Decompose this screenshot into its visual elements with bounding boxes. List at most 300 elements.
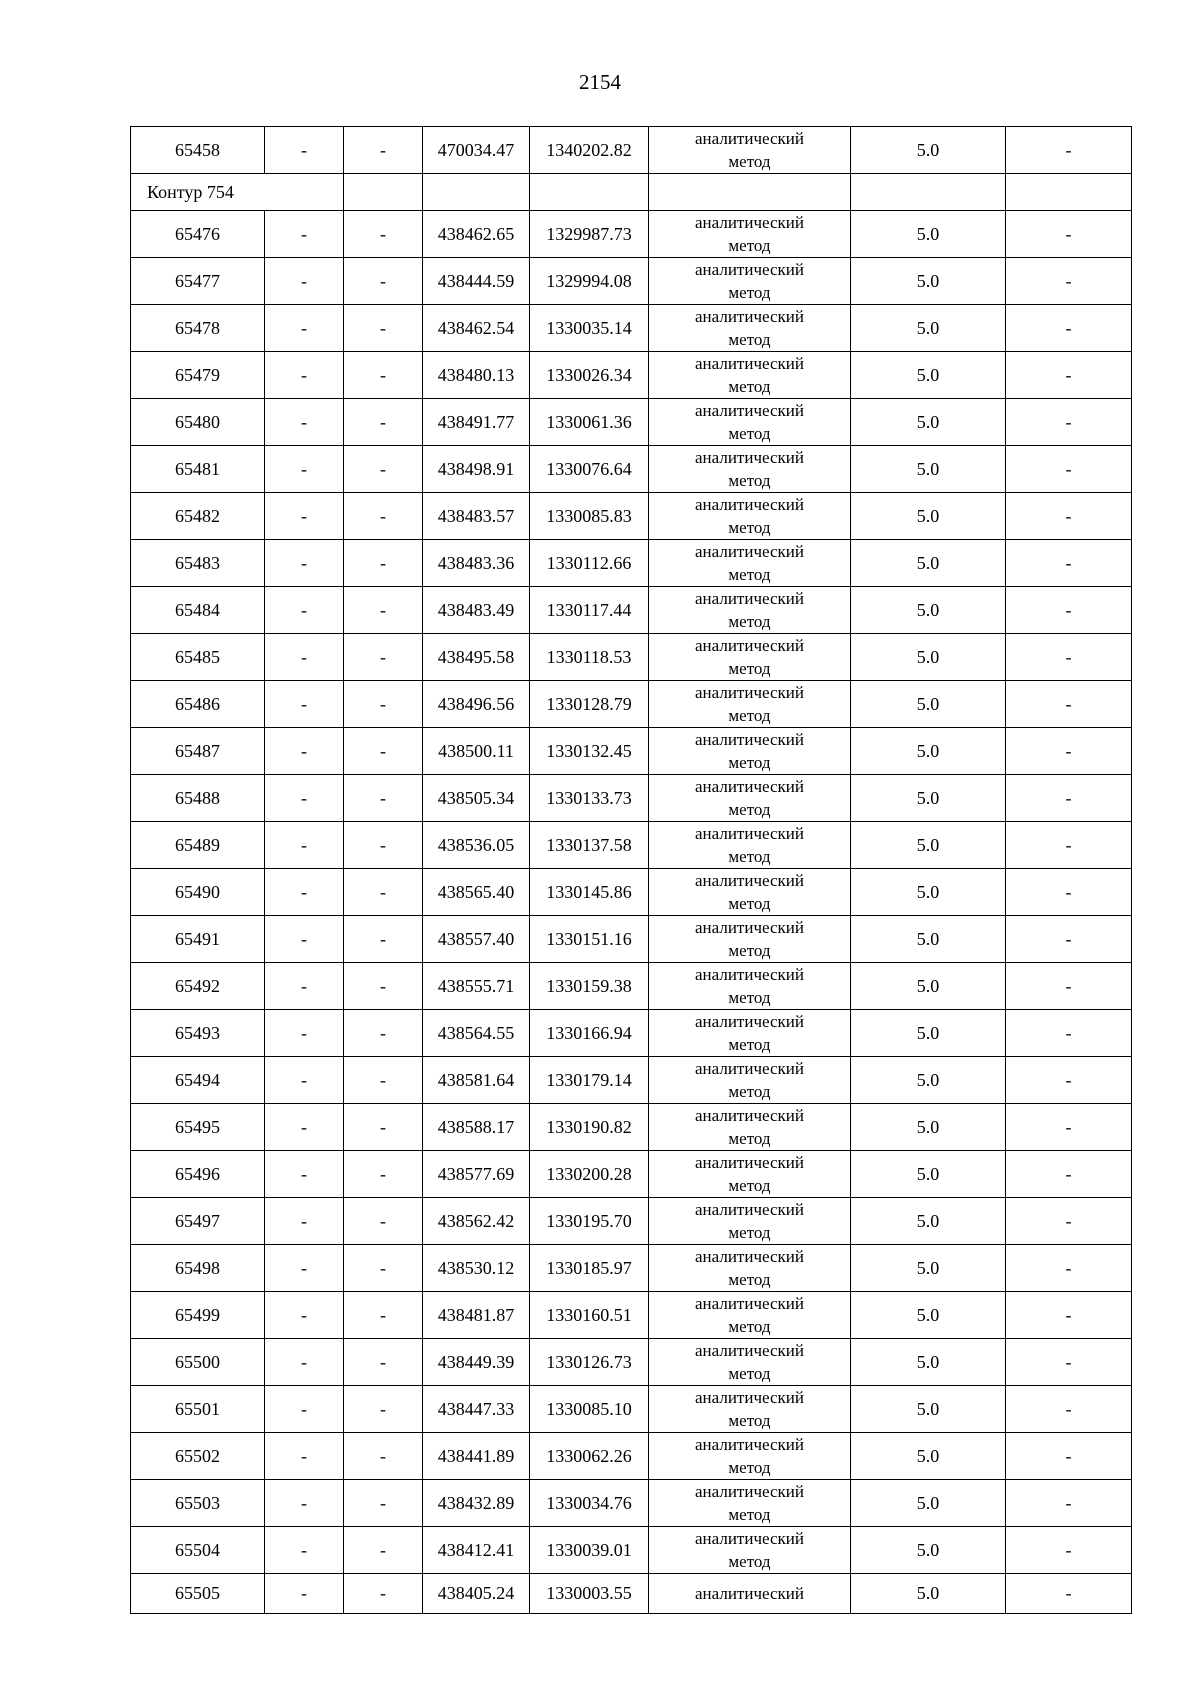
y-coordinate-cell: 1330076.64 [530, 446, 649, 493]
dash-cell: - [265, 869, 344, 916]
method-line: аналитический [695, 1529, 804, 1548]
x-coordinate-cell: 438412.41 [423, 1527, 530, 1574]
accuracy-cell: 5.0 [851, 1480, 1006, 1527]
dash-cell: - [344, 822, 423, 869]
x-coordinate-cell: 438462.54 [423, 305, 530, 352]
y-coordinate-cell: 1330151.16 [530, 916, 649, 963]
dash-cell: - [344, 493, 423, 540]
point-id-cell: 65499 [131, 1292, 265, 1339]
accuracy-cell: 5.0 [851, 634, 1006, 681]
x-coordinate-cell: 438491.77 [423, 399, 530, 446]
point-id-cell: 65482 [131, 493, 265, 540]
accuracy-cell: 5.0 [851, 587, 1006, 634]
dash-cell: - [265, 587, 344, 634]
method-cell [649, 587, 851, 634]
x-coordinate-cell: 438530.12 [423, 1245, 530, 1292]
dash-cell: - [344, 1010, 423, 1057]
y-coordinate-cell: 1330145.86 [530, 869, 649, 916]
method-cell [649, 916, 851, 963]
x-coordinate-cell: 438557.40 [423, 916, 530, 963]
point-id-cell: 65480 [131, 399, 265, 446]
dash-cell: - [1006, 305, 1132, 352]
method-line: метод [728, 1035, 771, 1054]
x-coordinate-cell: 438505.34 [423, 775, 530, 822]
method-line: аналитический [695, 495, 804, 514]
accuracy-cell: 5.0 [851, 869, 1006, 916]
method-line: аналитический [695, 307, 804, 326]
accuracy-cell: 5.0 [851, 258, 1006, 305]
dash-cell: - [1006, 728, 1132, 775]
table-row [131, 258, 1132, 305]
dash-cell: - [1006, 1339, 1132, 1386]
method-line: метод [728, 518, 771, 537]
y-coordinate-cell: 1330035.14 [530, 305, 649, 352]
table-row [131, 1057, 1132, 1104]
point-id-cell: 65495 [131, 1104, 265, 1151]
table-row [131, 1527, 1132, 1574]
y-coordinate-cell: 1330039.01 [530, 1527, 649, 1574]
y-coordinate-cell: 1330085.83 [530, 493, 649, 540]
method-cell [649, 1104, 851, 1151]
dash-cell: - [265, 1057, 344, 1104]
method-line: метод [728, 424, 771, 443]
dash-cell: - [1006, 1104, 1132, 1151]
method-cell [649, 681, 851, 728]
method-line: аналитический [695, 730, 804, 749]
table-row [131, 1574, 1132, 1614]
dash-cell: - [265, 211, 344, 258]
dash-cell: - [265, 1527, 344, 1574]
method-line: аналитический [695, 448, 804, 467]
dash-cell: - [1006, 258, 1132, 305]
dash-cell: - [344, 352, 423, 399]
method-line: метод [728, 1176, 771, 1195]
y-coordinate-cell: 1330062.26 [530, 1433, 649, 1480]
accuracy-cell: 5.0 [851, 399, 1006, 446]
method-line: метод [728, 1082, 771, 1101]
x-coordinate-cell: 438581.64 [423, 1057, 530, 1104]
table-row [131, 775, 1132, 822]
accuracy-cell: 5.0 [851, 963, 1006, 1010]
y-coordinate-cell: 1340202.82 [530, 127, 649, 174]
dash-cell: - [265, 1480, 344, 1527]
method-cell [649, 1574, 851, 1614]
dash-cell: - [344, 127, 423, 174]
method-cell [649, 1339, 851, 1386]
point-id-cell: 65496 [131, 1151, 265, 1198]
method-cell [649, 1245, 851, 1292]
y-coordinate-cell: 1329987.73 [530, 211, 649, 258]
point-id-cell: 65491 [131, 916, 265, 963]
method-line: метод [728, 612, 771, 631]
method-cell [649, 1527, 851, 1574]
method-cell [649, 963, 851, 1010]
dash-cell: - [1006, 1574, 1132, 1614]
y-coordinate-cell: 1330126.73 [530, 1339, 649, 1386]
method-line: метод [728, 1270, 771, 1289]
table-row [131, 305, 1132, 352]
method-line: метод [728, 152, 771, 171]
x-coordinate-cell: 438483.36 [423, 540, 530, 587]
method-line: аналитический [695, 683, 804, 702]
x-coordinate-cell: 438564.55 [423, 1010, 530, 1057]
method-cell [649, 1480, 851, 1527]
y-coordinate-cell: 1330195.70 [530, 1198, 649, 1245]
x-coordinate-cell: 438444.59 [423, 258, 530, 305]
accuracy-cell: 5.0 [851, 728, 1006, 775]
empty-cell [530, 174, 649, 211]
method-line: метод [728, 706, 771, 725]
method-line: аналитический [695, 1059, 804, 1078]
x-coordinate-cell: 438536.05 [423, 822, 530, 869]
point-id-cell: 65478 [131, 305, 265, 352]
method-line: метод [728, 565, 771, 584]
y-coordinate-cell: 1330061.36 [530, 399, 649, 446]
method-line: аналитический [695, 542, 804, 561]
x-coordinate-cell: 438481.87 [423, 1292, 530, 1339]
y-coordinate-cell: 1330026.34 [530, 352, 649, 399]
dash-cell: - [265, 540, 344, 587]
method-line: аналитический [695, 824, 804, 843]
y-coordinate-cell: 1330128.79 [530, 681, 649, 728]
table-row [131, 352, 1132, 399]
table-body [131, 127, 1132, 1614]
page-number: 2154 [579, 70, 621, 94]
method-line: аналитический [695, 1341, 804, 1360]
accuracy-cell: 5.0 [851, 775, 1006, 822]
accuracy-cell: 5.0 [851, 1010, 1006, 1057]
x-coordinate-cell: 438496.56 [423, 681, 530, 728]
table-row [131, 822, 1132, 869]
point-id-cell: 65488 [131, 775, 265, 822]
method-line: метод [728, 330, 771, 349]
dash-cell: - [1006, 1433, 1132, 1480]
method-cell [649, 211, 851, 258]
accuracy-cell: 5.0 [851, 1433, 1006, 1480]
method-line: метод [728, 377, 771, 396]
method-line: метод [728, 1364, 771, 1383]
x-coordinate-cell: 438449.39 [423, 1339, 530, 1386]
empty-cell [423, 174, 530, 211]
method-line: аналитический [695, 213, 804, 232]
y-coordinate-cell: 1330133.73 [530, 775, 649, 822]
point-id-cell: 65479 [131, 352, 265, 399]
x-coordinate-cell: 438432.89 [423, 1480, 530, 1527]
method-line: аналитический [695, 636, 804, 655]
dash-cell: - [1006, 399, 1132, 446]
accuracy-cell: 5.0 [851, 352, 1006, 399]
table-row [131, 1433, 1132, 1480]
dash-cell: - [265, 681, 344, 728]
point-id-cell: 65486 [131, 681, 265, 728]
method-line: аналитический [695, 965, 804, 984]
dash-cell: - [344, 1245, 423, 1292]
method-cell [649, 634, 851, 681]
point-id-cell: 65458 [131, 127, 265, 174]
dash-cell: - [1006, 634, 1132, 681]
x-coordinate-cell: 438495.58 [423, 634, 530, 681]
table-row [131, 728, 1132, 775]
dash-cell: - [265, 1433, 344, 1480]
method-line: метод [728, 941, 771, 960]
y-coordinate-cell: 1330160.51 [530, 1292, 649, 1339]
dash-cell: - [1006, 493, 1132, 540]
point-id-cell: 65500 [131, 1339, 265, 1386]
method-line: метод [728, 847, 771, 866]
dash-cell: - [1006, 446, 1132, 493]
accuracy-cell: 5.0 [851, 1104, 1006, 1151]
point-id-cell: 65487 [131, 728, 265, 775]
y-coordinate-cell: 1330166.94 [530, 1010, 649, 1057]
y-coordinate-cell: 1330034.76 [530, 1480, 649, 1527]
dash-cell: - [265, 775, 344, 822]
accuracy-cell: 5.0 [851, 1527, 1006, 1574]
accuracy-cell: 5.0 [851, 1245, 1006, 1292]
dash-cell: - [1006, 869, 1132, 916]
dash-cell: - [1006, 1151, 1132, 1198]
table-row [131, 399, 1132, 446]
dash-cell: - [344, 963, 423, 1010]
x-coordinate-cell: 438483.49 [423, 587, 530, 634]
method-cell [649, 258, 851, 305]
point-id-cell: 65483 [131, 540, 265, 587]
method-line: метод [728, 800, 771, 819]
accuracy-cell: 5.0 [851, 1198, 1006, 1245]
table-row [131, 1386, 1132, 1433]
dash-cell: - [344, 869, 423, 916]
table-row [131, 1104, 1132, 1151]
point-id-cell: 65493 [131, 1010, 265, 1057]
method-line: метод [728, 753, 771, 772]
point-id-cell: 65502 [131, 1433, 265, 1480]
method-line: аналитический [695, 401, 804, 420]
dash-cell: - [344, 916, 423, 963]
x-coordinate-cell: 438462.65 [423, 211, 530, 258]
y-coordinate-cell: 1330003.55 [530, 1574, 649, 1614]
method-line: аналитический [695, 129, 804, 148]
dash-cell: - [344, 1057, 423, 1104]
accuracy-cell: 5.0 [851, 1386, 1006, 1433]
method-cell [649, 305, 851, 352]
dash-cell: - [1006, 587, 1132, 634]
method-line: аналитический [695, 1200, 804, 1219]
dash-cell: - [265, 399, 344, 446]
accuracy-cell: 5.0 [851, 493, 1006, 540]
dash-cell: - [344, 1292, 423, 1339]
method-cell [649, 1057, 851, 1104]
dash-cell: - [265, 1245, 344, 1292]
dash-cell: - [265, 916, 344, 963]
table-row [131, 446, 1132, 493]
dash-cell: - [1006, 1527, 1132, 1574]
table-row [131, 869, 1132, 916]
dash-cell: - [265, 1574, 344, 1614]
accuracy-cell: 5.0 [851, 211, 1006, 258]
x-coordinate-cell: 438588.17 [423, 1104, 530, 1151]
method-line: аналитический [695, 1106, 804, 1125]
table-row [131, 1151, 1132, 1198]
y-coordinate-cell: 1330117.44 [530, 587, 649, 634]
dash-cell: - [265, 1339, 344, 1386]
method-line: метод [728, 1505, 771, 1524]
accuracy-cell: 5.0 [851, 1339, 1006, 1386]
y-coordinate-cell: 1330137.58 [530, 822, 649, 869]
method-line: метод [728, 1552, 771, 1571]
point-id-cell: 65504 [131, 1527, 265, 1574]
table-row [131, 916, 1132, 963]
point-id-cell: 65492 [131, 963, 265, 1010]
dash-cell: - [344, 728, 423, 775]
dash-cell: - [1006, 1292, 1132, 1339]
method-cell [649, 822, 851, 869]
dash-cell: - [1006, 1198, 1132, 1245]
x-coordinate-cell: 438405.24 [423, 1574, 530, 1614]
dash-cell: - [1006, 540, 1132, 587]
y-coordinate-cell: 1330159.38 [530, 963, 649, 1010]
dash-cell: - [344, 1151, 423, 1198]
dash-cell: - [344, 634, 423, 681]
point-id-cell: 65481 [131, 446, 265, 493]
method-line: метод [728, 1458, 771, 1477]
method-cell [649, 1433, 851, 1480]
point-id-cell: 65485 [131, 634, 265, 681]
table-row [131, 1198, 1132, 1245]
dash-cell: - [1006, 1386, 1132, 1433]
dash-cell: - [1006, 916, 1132, 963]
dash-cell: - [1006, 775, 1132, 822]
accuracy-cell: 5.0 [851, 446, 1006, 493]
dash-cell: - [265, 1386, 344, 1433]
x-coordinate-cell: 438498.91 [423, 446, 530, 493]
y-coordinate-cell: 1330118.53 [530, 634, 649, 681]
empty-cell [344, 174, 423, 211]
dash-cell: - [265, 493, 344, 540]
empty-cell [649, 174, 851, 211]
method-line: метод [728, 659, 771, 678]
dash-cell: - [344, 1104, 423, 1151]
dash-cell: - [265, 1010, 344, 1057]
method-cell [649, 446, 851, 493]
accuracy-cell: 5.0 [851, 1057, 1006, 1104]
accuracy-cell: 5.0 [851, 822, 1006, 869]
method-line: метод [728, 894, 771, 913]
accuracy-cell: 5.0 [851, 1292, 1006, 1339]
y-coordinate-cell: 1330132.45 [530, 728, 649, 775]
point-id-cell: 65494 [131, 1057, 265, 1104]
method-cell [649, 728, 851, 775]
dash-cell: - [265, 1292, 344, 1339]
dash-cell: - [1006, 1010, 1132, 1057]
dash-cell: - [1006, 822, 1132, 869]
method-line: метод [728, 1411, 771, 1430]
dash-cell: - [344, 587, 423, 634]
accuracy-cell: 5.0 [851, 1574, 1006, 1614]
method-cell [649, 399, 851, 446]
dash-cell: - [344, 681, 423, 728]
dash-cell: - [1006, 127, 1132, 174]
method-line: метод [728, 1129, 771, 1148]
dash-cell: - [1006, 681, 1132, 728]
x-coordinate-cell: 438577.69 [423, 1151, 530, 1198]
y-coordinate-cell: 1330190.82 [530, 1104, 649, 1151]
method-line: метод [728, 283, 771, 302]
x-coordinate-cell: 438441.89 [423, 1433, 530, 1480]
dash-cell: - [344, 775, 423, 822]
y-coordinate-cell: 1329994.08 [530, 258, 649, 305]
contour-label: Контур 754 [131, 174, 344, 211]
y-coordinate-cell: 1330179.14 [530, 1057, 649, 1104]
dash-cell: - [344, 1527, 423, 1574]
point-id-cell: 65484 [131, 587, 265, 634]
dash-cell: - [265, 446, 344, 493]
method-cell [649, 869, 851, 916]
method-line: аналитический [695, 918, 804, 937]
method-line: аналитический [695, 354, 804, 373]
point-id-cell: 65489 [131, 822, 265, 869]
dash-cell: - [344, 446, 423, 493]
dash-cell: - [265, 1151, 344, 1198]
dash-cell: - [265, 634, 344, 681]
accuracy-cell: 5.0 [851, 916, 1006, 963]
point-id-cell: 65490 [131, 869, 265, 916]
coordinates-table [130, 126, 1132, 1614]
dash-cell: - [344, 1433, 423, 1480]
dash-cell: - [265, 1104, 344, 1151]
table-row [131, 1245, 1132, 1292]
dash-cell: - [344, 211, 423, 258]
method-cell [649, 1010, 851, 1057]
x-coordinate-cell: 438562.42 [423, 1198, 530, 1245]
method-cell [649, 352, 851, 399]
dash-cell: - [344, 305, 423, 352]
x-coordinate-cell: 438447.33 [423, 1386, 530, 1433]
table-row [131, 587, 1132, 634]
dash-cell: - [344, 540, 423, 587]
method-line: аналитический [695, 1012, 804, 1031]
method-cell [649, 1386, 851, 1433]
x-coordinate-cell: 438555.71 [423, 963, 530, 1010]
accuracy-cell: 5.0 [851, 1151, 1006, 1198]
method-line: метод [728, 471, 771, 490]
table-row [131, 634, 1132, 681]
dash-cell: - [265, 258, 344, 305]
method-cell [649, 493, 851, 540]
method-cell [649, 1151, 851, 1198]
method-line: аналитический [695, 1294, 804, 1313]
x-coordinate-cell: 438480.13 [423, 352, 530, 399]
method-line: метод [728, 1317, 771, 1336]
dash-cell: - [265, 352, 344, 399]
point-id-cell: 65476 [131, 211, 265, 258]
dash-cell: - [1006, 211, 1132, 258]
accuracy-cell: 5.0 [851, 540, 1006, 587]
x-coordinate-cell: 438483.57 [423, 493, 530, 540]
table-row [131, 963, 1132, 1010]
dash-cell: - [1006, 352, 1132, 399]
table-row [131, 540, 1132, 587]
point-id-cell: 65501 [131, 1386, 265, 1433]
table-row [131, 1292, 1132, 1339]
method-line: аналитический [695, 1482, 804, 1501]
method-cell [649, 775, 851, 822]
method-line: аналитический [695, 1247, 804, 1266]
dash-cell: - [344, 258, 423, 305]
dash-cell: - [344, 399, 423, 446]
x-coordinate-cell: 470034.47 [423, 127, 530, 174]
table-row [131, 493, 1132, 540]
dash-cell: - [265, 305, 344, 352]
point-id-cell: 65497 [131, 1198, 265, 1245]
